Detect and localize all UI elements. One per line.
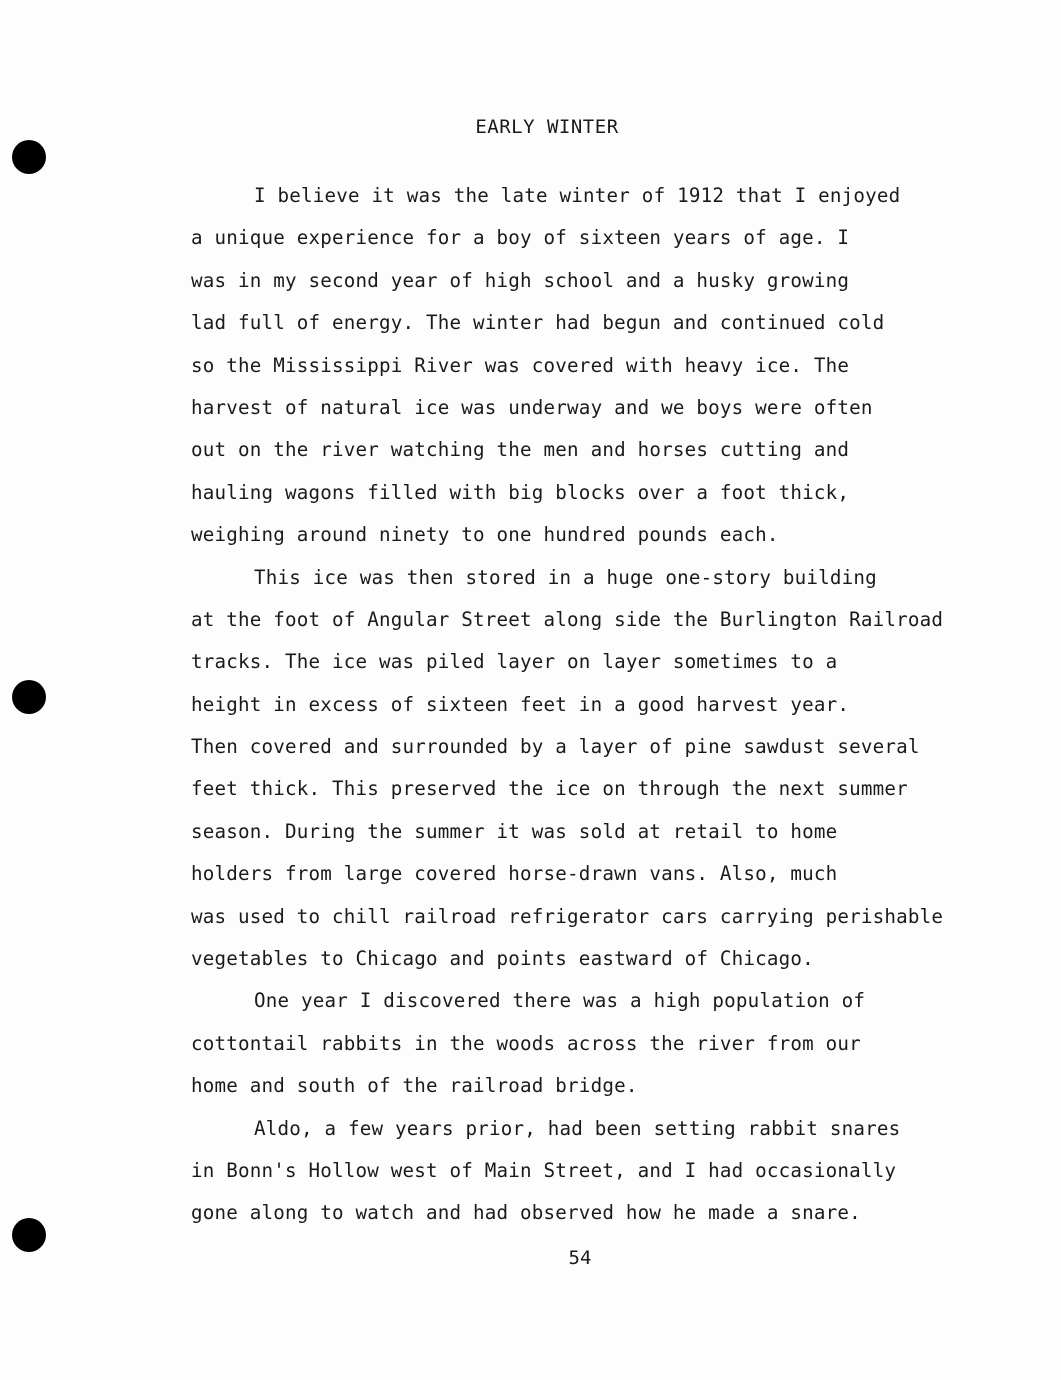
text-line: so the Mississippi River was covered with heavy ice. The bbox=[191, 353, 850, 377]
text-line: season. During the summer it was sold at retail to home bbox=[191, 819, 838, 843]
text-line: in Bonn's Hollow west of Main Street, and I had occasionally bbox=[191, 1158, 897, 1182]
text-line: lad full of energy. The winter had begun and continued cold bbox=[191, 311, 885, 335]
text-line: holders from large covered horse-drawn vans. Also, much bbox=[191, 862, 838, 886]
text-line: a unique experience for a boy of sixteen years of age. I bbox=[191, 226, 850, 250]
text-line: was used to chill railroad refrigerator cars carrying perishable bbox=[191, 904, 944, 928]
text-line: Aldo, a few years prior, had been setting rabbit snares bbox=[254, 1116, 901, 1140]
text-line: feet thick. This preserved the ice on through the next summer bbox=[191, 777, 908, 801]
text-line: tracks. The ice was piled layer on layer sometimes to a bbox=[191, 650, 838, 674]
text-line: at the foot of Angular Street along side the Burlington Railroad bbox=[191, 607, 944, 631]
punch-hole-top bbox=[12, 140, 46, 174]
punch-hole-middle bbox=[12, 680, 46, 714]
text-line: out on the river watching the men and horses cutting and bbox=[191, 438, 850, 462]
text-line: One year I discovered there was a high population of bbox=[254, 989, 866, 1013]
text-line: Then covered and surrounded by a layer of pine sawdust several bbox=[191, 735, 920, 759]
text-line: This ice was then stored in a huge one-story building bbox=[254, 565, 877, 589]
page-number: 54 bbox=[568, 1247, 592, 1269]
text-line: height in excess of sixteen feet in a good harvest year. bbox=[191, 692, 850, 716]
text-line: cottontail rabbits in the woods across the river from our bbox=[191, 1031, 861, 1055]
text-line: was in my second year of high school and a husky growing bbox=[191, 268, 850, 292]
text-line: hauling wagons filled with big blocks over a foot thick, bbox=[191, 480, 850, 504]
text-line: weighing around ninety to one hundred pounds each. bbox=[191, 523, 779, 547]
text-line: home and south of the railroad bridge. bbox=[191, 1074, 638, 1098]
text-line: harvest of natural ice was underway and we boys were often bbox=[191, 395, 873, 419]
body-text bbox=[191, 175, 1021, 1235]
text-line: gone along to watch and had observed how he made a snare. bbox=[191, 1201, 861, 1225]
text-line: vegetables to Chicago and points eastward of Chicago. bbox=[191, 947, 814, 971]
text-line: I believe it was the late winter of 1912 that I enjoyed bbox=[254, 184, 901, 207]
page-title: EARLY WINTER bbox=[475, 116, 619, 138]
